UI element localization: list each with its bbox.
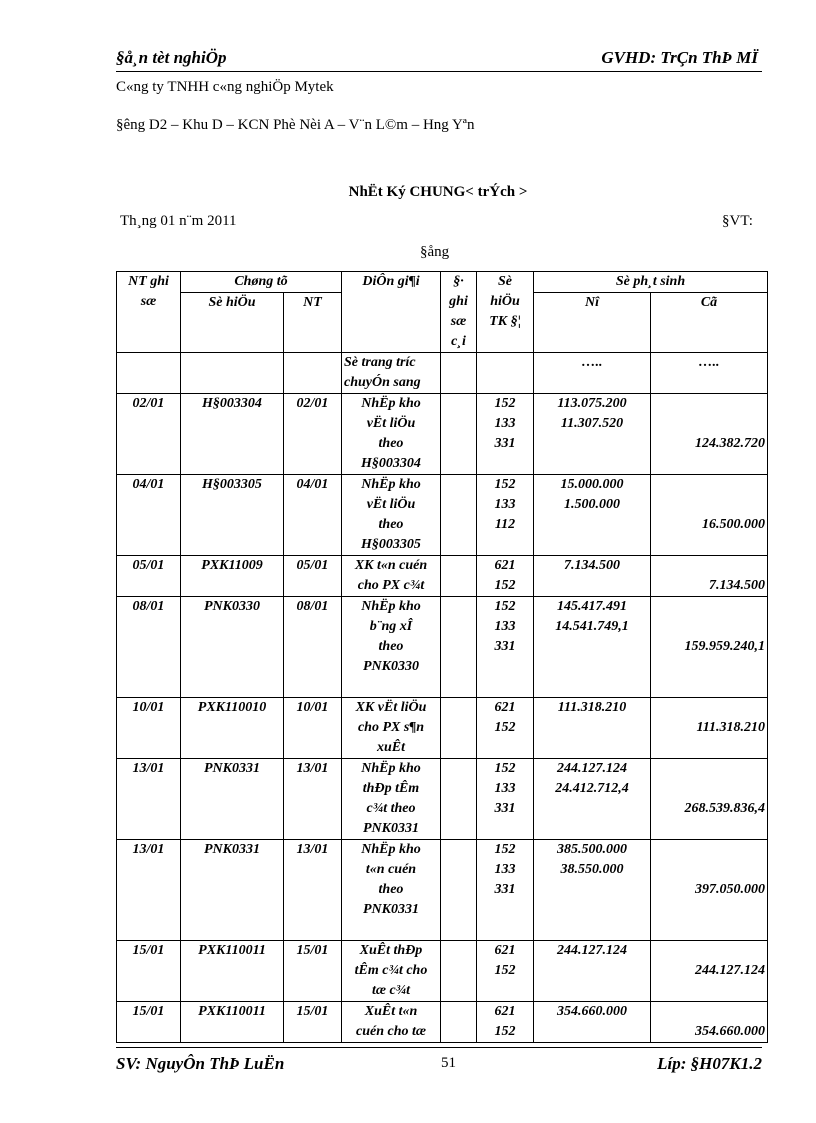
voucher-number: PXK11009 — [181, 556, 284, 597]
voucher-date: 04/01 — [284, 475, 342, 556]
voucher-date: 08/01 — [284, 597, 342, 698]
entry-date: 10/01 — [117, 698, 181, 759]
debit-amounts: 15.000.000 1.500.000 — [534, 475, 651, 556]
credit-amounts: 159.959.240,1 — [651, 597, 768, 698]
debit-amounts: 145.417.491 14.541.749,1 — [534, 597, 651, 698]
voucher-number: PNK0330 — [181, 597, 284, 698]
credit-amounts: 354.660.000 — [651, 1002, 768, 1043]
voucher-number: H§003304 — [181, 394, 284, 475]
entry-date: 15/01 — [117, 941, 181, 1002]
col-so-phat-sinh: Sè ph¸t sinh — [534, 272, 768, 293]
carry-forward-no: ….. — [534, 353, 651, 394]
posted-mark — [441, 698, 477, 759]
credit-amounts: 111.318.210 — [651, 698, 768, 759]
voucher-date: 10/01 — [284, 698, 342, 759]
account-numbers: 621 152 — [477, 941, 534, 1002]
col-nt: NT — [284, 293, 342, 353]
entry-date: 15/01 — [117, 1002, 181, 1043]
ledger-table — [116, 271, 768, 1043]
voucher-number: PNK0331 — [181, 759, 284, 840]
footer-rule — [116, 1047, 762, 1048]
credit-amounts: 124.382.720 — [651, 394, 768, 475]
account-numbers: 152 133 331 — [477, 597, 534, 698]
debit-amounts: 7.134.500 — [534, 556, 651, 597]
voucher-number: PXK110010 — [181, 698, 284, 759]
entry-date: 08/01 — [117, 597, 181, 698]
entry-description: XuÊt thÐp tÊm c¾t cho tæ c¾t — [342, 941, 441, 1002]
footer-student: SV: NguyÔn ThÞ LuËn — [116, 1054, 285, 1073]
carry-forward-desc: Sè trang tríc chuyÓn sang — [342, 353, 441, 394]
header-left: §å¸n tèt nghiÖp — [116, 48, 227, 67]
entry-date: 02/01 — [117, 394, 181, 475]
account-numbers: 152 133 112 — [477, 475, 534, 556]
carry-forward-row — [117, 353, 768, 394]
col-da-ghi-so-cai: §· ghi sæ c¸i — [441, 272, 477, 353]
ledger-row — [117, 556, 768, 597]
ledger-row — [117, 1002, 768, 1043]
credit-amounts: 268.539.836,4 — [651, 759, 768, 840]
posted-mark — [441, 1002, 477, 1043]
debit-amounts: 244.127.124 24.412.712,4 — [534, 759, 651, 840]
posted-mark — [441, 941, 477, 1002]
credit-amounts: 7.134.500 — [651, 556, 768, 597]
ledger-row — [117, 759, 768, 840]
entry-description: NhËp kho t«n cuén theo PNK0331 — [342, 840, 441, 941]
account-numbers: 621 152 — [477, 698, 534, 759]
voucher-date: 05/01 — [284, 556, 342, 597]
entry-date: 13/01 — [117, 840, 181, 941]
col-no: Nî — [534, 293, 651, 353]
col-so-hieu-tk: Sè hiÖu TK §¦ — [477, 272, 534, 353]
credit-amounts: 397.050.000 — [651, 840, 768, 941]
account-numbers: 621 152 — [477, 1002, 534, 1043]
col-chung-tu: Chøng tõ — [181, 272, 342, 293]
account-numbers: 152 133 331 — [477, 840, 534, 941]
credit-amounts: 244.127.124 — [651, 941, 768, 1002]
debit-amounts: 354.660.000 — [534, 1002, 651, 1043]
ledger-row — [117, 698, 768, 759]
header-rule — [116, 71, 762, 72]
posted-mark — [441, 759, 477, 840]
account-numbers: 152 133 331 — [477, 759, 534, 840]
voucher-number: PNK0331 — [181, 840, 284, 941]
ledger-row — [117, 394, 768, 475]
ledger-row — [117, 597, 768, 698]
posted-mark — [441, 394, 477, 475]
entry-description: NhËp kho vËt liÖu theo H§003304 — [342, 394, 441, 475]
voucher-date: 15/01 — [284, 1002, 342, 1043]
account-numbers: 152 133 331 — [477, 394, 534, 475]
entry-date: 13/01 — [117, 759, 181, 840]
posted-mark — [441, 840, 477, 941]
voucher-date: 13/01 — [284, 759, 342, 840]
footer-class: Líp: §H07K1.2 — [657, 1054, 762, 1073]
voucher-number: PXK110011 — [181, 941, 284, 1002]
voucher-number: H§003305 — [181, 475, 284, 556]
unit-value: §ång — [420, 244, 450, 260]
account-numbers: 621 152 — [477, 556, 534, 597]
entry-date: 04/01 — [117, 475, 181, 556]
voucher-number: PXK110011 — [181, 1002, 284, 1043]
entry-description: NhËp kho thÐp tÊm c¾t theo PNK0331 — [342, 759, 441, 840]
ledger-row — [117, 475, 768, 556]
entry-description: XK t«n cuén cho PX c¾t — [342, 556, 441, 597]
col-nt-ghi-so: NT ghi sæ — [117, 272, 181, 353]
company-address: §êng D2 – Khu D – KCN Phè Nèi A – V¨n L©m – Hng Yªn — [116, 117, 475, 133]
period: Th¸ng 01 n¨m 2011 — [120, 213, 237, 229]
col-co: Cã — [651, 293, 768, 353]
page-title: NhËt Ký CHUNG< trÝch > — [348, 184, 528, 200]
credit-amounts: 16.500.000 — [651, 475, 768, 556]
entry-description: XK vËt liÖu cho PX s¶n xuÊt — [342, 698, 441, 759]
entry-description: NhËp kho b¨ng xÎ theo PNK0330 — [342, 597, 441, 698]
voucher-date: 13/01 — [284, 840, 342, 941]
posted-mark — [441, 475, 477, 556]
debit-amounts: 244.127.124 — [534, 941, 651, 1002]
debit-amounts: 113.075.200 11.307.520 — [534, 394, 651, 475]
ledger-row — [117, 941, 768, 1002]
debit-amounts: 385.500.000 38.550.000 — [534, 840, 651, 941]
col-dien-giai: DiÔn gi¶i — [342, 272, 441, 353]
posted-mark — [441, 597, 477, 698]
col-so-hieu: Sè hiÖu — [181, 293, 284, 353]
entry-date: 05/01 — [117, 556, 181, 597]
unit-label: §VT: — [722, 213, 753, 229]
carry-forward-co: ….. — [651, 353, 768, 394]
debit-amounts: 111.318.210 — [534, 698, 651, 759]
company-name: C«ng ty TNHH c«ng nghiÖp Mytek — [116, 79, 334, 95]
voucher-date: 02/01 — [284, 394, 342, 475]
posted-mark — [441, 556, 477, 597]
page-number: 51 — [441, 1055, 456, 1071]
entry-description: NhËp kho vËt liÖu theo H§003305 — [342, 475, 441, 556]
entry-description: XuÊt t«n cuén cho tæ — [342, 1002, 441, 1043]
header-right: GVHD: TrÇn ThÞ MÏ — [601, 48, 758, 67]
voucher-date: 15/01 — [284, 941, 342, 1002]
ledger-row — [117, 840, 768, 941]
